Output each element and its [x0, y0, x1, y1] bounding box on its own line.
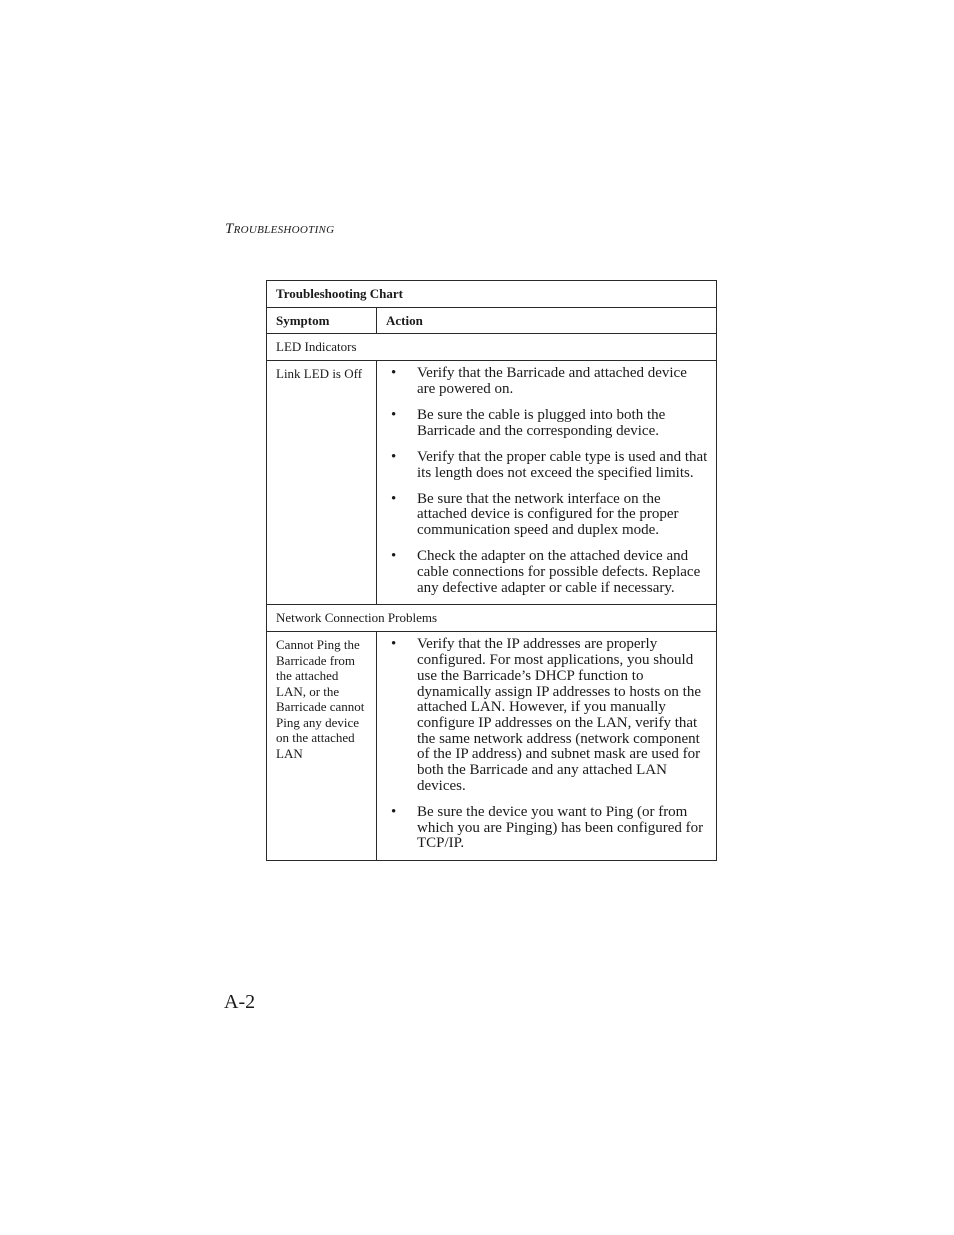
- action-item: [386, 637, 708, 794]
- action-list: [386, 637, 708, 852]
- running-header-initial: T: [225, 221, 234, 237]
- bullet-icon: •: [391, 636, 397, 653]
- table-row: [267, 361, 717, 605]
- action-list-cell: [377, 361, 717, 605]
- troubleshooting-chart: [266, 280, 717, 861]
- action-column-header: Action: [377, 308, 717, 334]
- page-number: A-2: [224, 991, 256, 1013]
- running-header-rest: ROUBLESHOOTING: [233, 224, 335, 236]
- bullet-icon: •: [391, 490, 397, 507]
- action-text: Verify that the IP addresses are properly configured. For most applications, you should use the Barricade’s DHCP function to dynamically assign IP addresses to hosts on the attached LAN. However, if you manually configure IP addresses on the LAN, verify that the same network address (network component of the IP address) and subnet mask are used for both the Barricade and any attached LAN devices.: [417, 636, 701, 794]
- action-item: [386, 408, 708, 439]
- action-text: Verify that the proper cable type is used and that its length does not exceed the specified limits.: [417, 448, 708, 481]
- section-network-connection-problems: Network Connection Problems: [267, 605, 717, 632]
- bullet-icon: •: [391, 803, 397, 820]
- symptom-column-header: Symptom: [267, 308, 377, 334]
- section-row-network: [267, 605, 717, 632]
- action-list: [386, 366, 708, 596]
- section-row-led: [267, 334, 717, 361]
- symptom-cannot-ping: Cannot Ping the Barricade from the attached LAN, or the Barricade cannot Ping any device on the attached LAN: [267, 632, 377, 861]
- chart-title-row: [267, 281, 717, 308]
- bullet-icon: •: [391, 548, 397, 565]
- symptom-link-led-off: Link LED is Off: [267, 361, 377, 605]
- bullet-icon: •: [391, 448, 397, 465]
- action-item: [386, 805, 708, 852]
- running-header: [225, 221, 334, 238]
- action-text: Verify that the Barricade and attached device are powered on.: [417, 365, 687, 397]
- action-text: Be sure that the network interface on the attached device is configured for the proper communication speed and duplex mode.: [417, 490, 679, 539]
- action-item: [386, 366, 708, 397]
- action-list-cell: [377, 632, 717, 861]
- bullet-icon: •: [391, 406, 397, 423]
- bullet-icon: •: [391, 365, 397, 381]
- section-led-indicators: LED Indicators: [267, 334, 717, 361]
- chart-title: Troubleshooting Chart: [267, 281, 717, 308]
- action-item: [386, 549, 708, 596]
- action-text: Be sure the cable is plugged into both the Barricade and the corresponding device.: [417, 406, 666, 439]
- action-item: [386, 450, 708, 481]
- action-item: [386, 492, 708, 539]
- action-text: Check the adapter on the attached device and cable connections for possible defects. Replace any defective adapter or cable if necessary.: [417, 548, 701, 596]
- column-header-row: [267, 308, 717, 334]
- action-text: Be sure the device you want to Ping (or from which you are Pinging) has been configured for TCP/IP.: [417, 803, 704, 852]
- table-row: [267, 632, 717, 861]
